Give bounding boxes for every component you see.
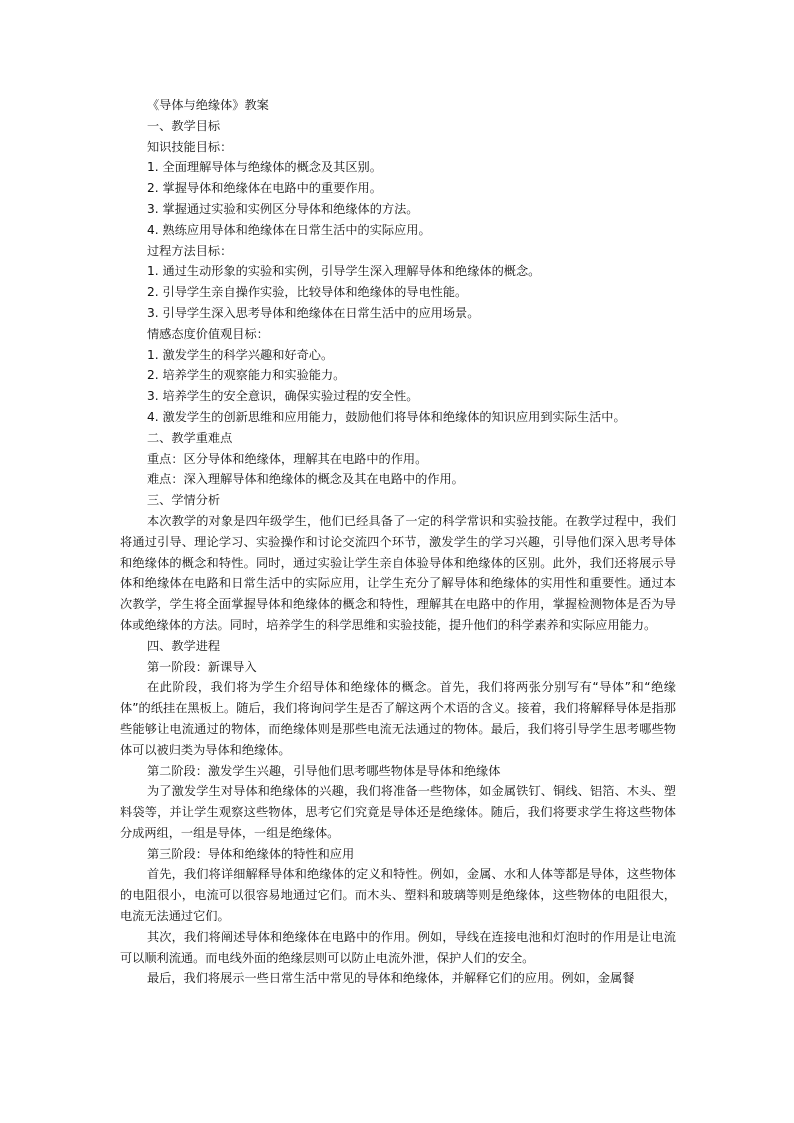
stage3-heading: 第三阶段：导体和绝缘体的特性和应用 xyxy=(147,846,355,861)
knowledge-item: 1. 全面理解导体与绝缘体的概念及其区别。 xyxy=(147,160,382,175)
stage1-heading: 第一阶段：新课导入 xyxy=(147,659,257,674)
document-body xyxy=(120,95,676,989)
subheading-knowledge: 知识技能目标： xyxy=(147,139,233,154)
emotion-item: 3. 培养学生的安全意识，确保实验过程的安全性。 xyxy=(147,389,419,404)
process-item: 1. 通过生动形象的实验和实例，引导学生深入理解导体和绝缘体的概念。 xyxy=(147,264,541,279)
section-heading-process: 四、教学进程 xyxy=(147,638,221,653)
section-heading-analysis: 三、学情分析 xyxy=(147,493,221,508)
knowledge-item: 2. 掌握导体和绝缘体在电路中的重要作用。 xyxy=(147,181,382,196)
difficult-point: 难点：深入理解导体和绝缘体的概念及其在电路中的作用。 xyxy=(147,472,464,487)
emotion-item: 1. 激发学生的科学兴趣和好奇心。 xyxy=(147,347,334,362)
stage3-paragraph-2: 其次，我们将阐述导体和绝缘体在电路中的作用。例如，导线在连接电池和灯泡时的作用是让电流可以顺利流通。而电线外面的绝缘层则可以防止电流外泄，保护人们的安全。 xyxy=(120,929,676,965)
knowledge-item: 3. 掌握通过实验和实例区分导体和绝缘体的方法。 xyxy=(147,201,419,216)
process-item: 3. 引导学生深入思考导体和绝缘体在日常生活中的应用场景。 xyxy=(147,305,480,320)
section-heading-key-points: 二、教学重难点 xyxy=(147,430,233,445)
section-heading-objectives: 一、教学目标 xyxy=(147,118,221,133)
stage1-paragraph: 在此阶段，我们将为学生介绍导体和绝缘体的概念。首先，我们将两张分别写有“导体”和“绝缘体”的纸挂在黑板上。随后，我们将询问学生是否了解这两个术语的含义。接着，我们将解释导体是指那些能够让电流通过的物体，而绝缘体则是那些电流无法通过的物体。最后，我们将引导学生思考哪些物体可以被归类为导体和绝缘体。 xyxy=(120,680,676,757)
subheading-emotion: 情感态度价值观目标： xyxy=(147,326,269,341)
emotion-item: 2. 培养学生的观察能力和实验能力。 xyxy=(147,368,346,383)
knowledge-item: 4. 熟练应用导体和绝缘体在日常生活中的实际应用。 xyxy=(147,222,431,237)
stage2-heading: 第二阶段：激发学生兴趣，引导他们思考哪些物体是导体和绝缘体 xyxy=(147,763,501,778)
stage3-paragraph-3: 最后，我们将展示一些日常生活中常见的导体和绝缘体，并解释它们的应用。例如，金属餐 xyxy=(147,971,635,986)
key-point: 重点：区分导体和绝缘体，理解其在电路中的作用。 xyxy=(147,451,428,466)
document-title: 《导体与绝缘体》教案 xyxy=(147,98,269,112)
emotion-item: 4. 激发学生的创新思维和应用能力，鼓励他们将导体和绝缘体的知识应用到实际生活中。 xyxy=(147,409,626,424)
subheading-process: 过程方法目标： xyxy=(147,243,233,258)
stage2-paragraph: 为了激发学生对导体和绝缘体的兴趣，我们将准备一些物体，如金属铁钉、铜线、铝箔、木头、塑料袋等，并让学生观察这些物体，思考它们究竟是导体还是绝缘体。随后，我们将要求学生将这些物体分成两组，一组是导体，一组是绝缘体。 xyxy=(120,784,676,840)
stage3-paragraph-1: 首先，我们将详细解释导体和绝缘体的定义和特性。例如，金属、水和人体等都是导体，这些物体的电阻很小，电流可以很容易地通过它们。而木头、塑料和玻璃等则是绝缘体，这些物体的电阻很大，电流无法通过它们。 xyxy=(120,867,676,924)
analysis-paragraph: 本次教学的对象是四年级学生，他们已经具备了一定的科学常识和实验技能。在教学过程中，我们将通过引导、理论学习、实验操作和讨论交流四个环节，激发学生的学习兴趣，引导他们深入思考导体和绝缘体的概念和特性。同时，通过实验让学生亲自体验导体和绝缘体的区别。此外，我们还将展示导体和绝缘体在电路和日常生活中的实际应用，让学生充分了解导体和绝缘体的实用性和重要性。通过本次教学，学生将全面掌握导体和绝缘体的概念和特性，理解其在电路中的作用，掌握检测物体是否为导体或绝缘体的方法。同时，培养学生的科学思维和实验技能，提升他们的科学素养和实际应用能力。 xyxy=(120,513,676,632)
process-item: 2. 引导学生亲自操作实验，比较导体和绝缘体的导电性能。 xyxy=(147,285,468,300)
